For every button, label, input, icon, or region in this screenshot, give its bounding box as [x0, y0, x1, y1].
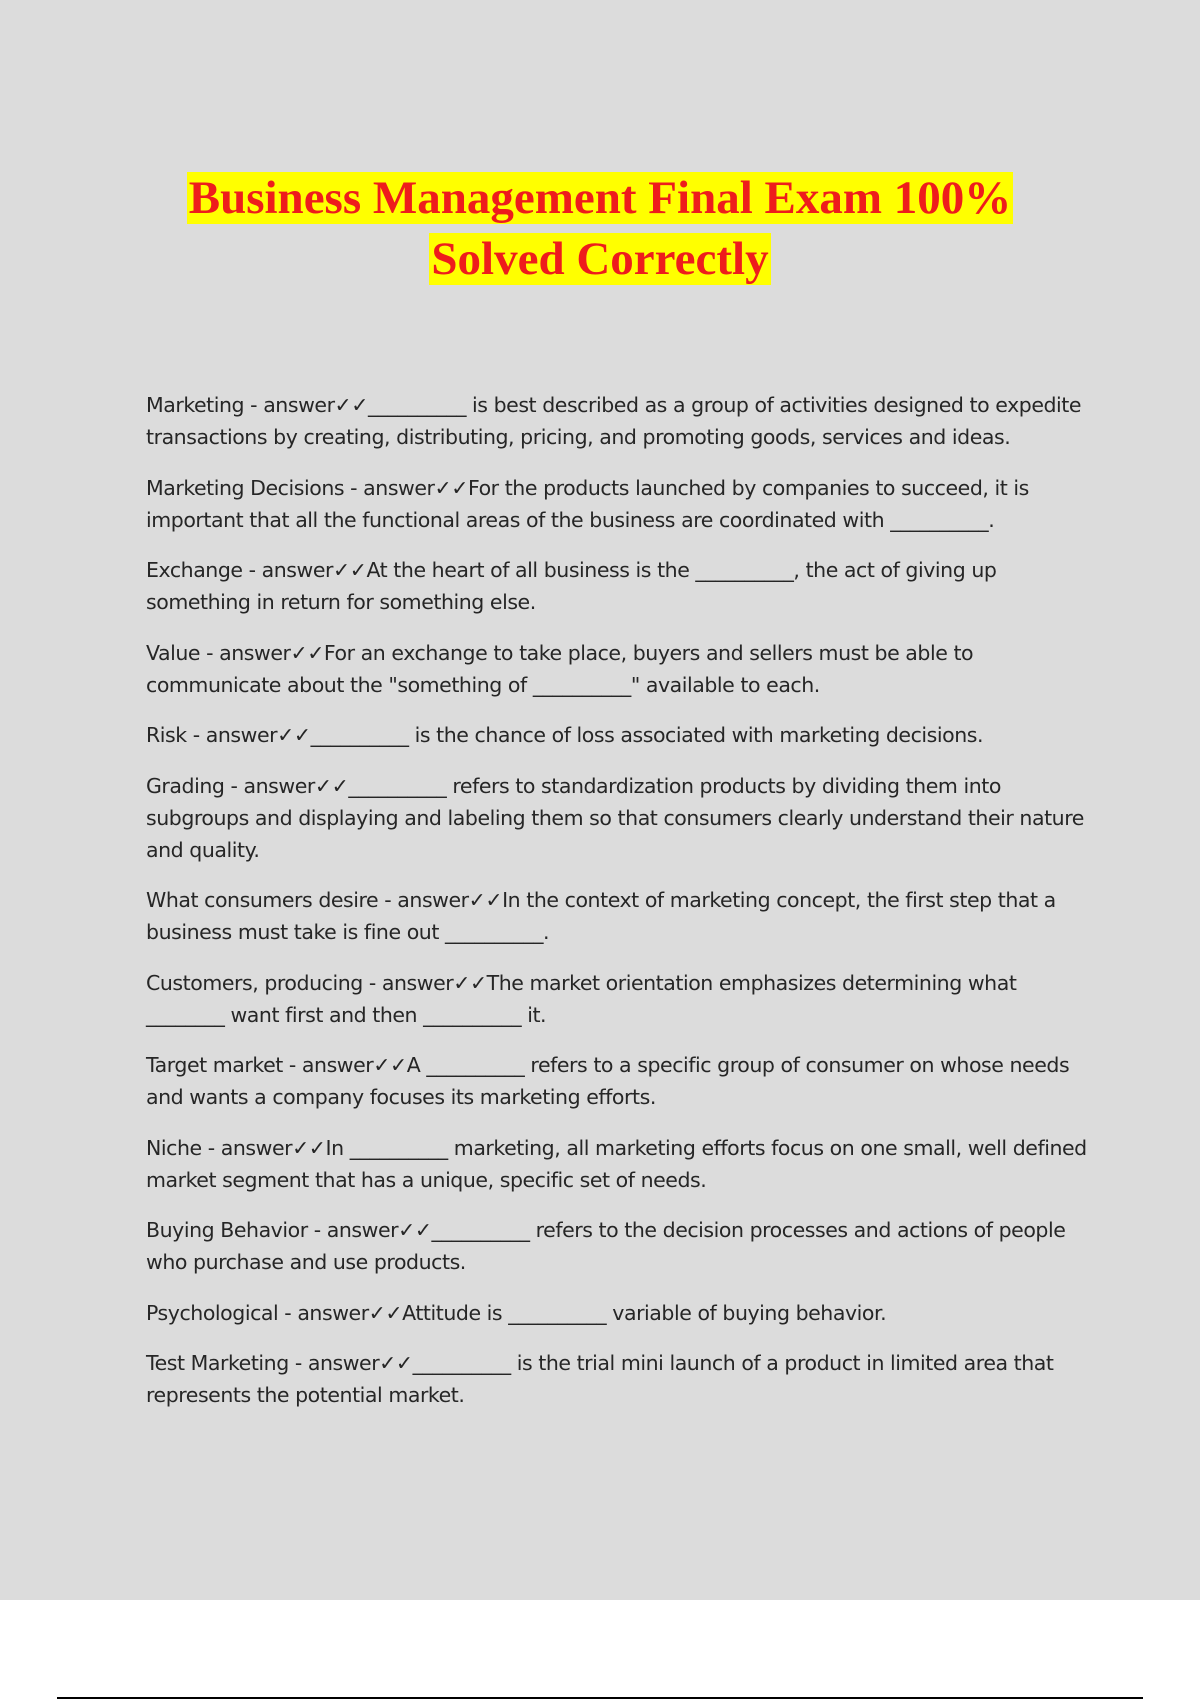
- qa-item-marketing: Marketing - answer✓✓__________ is best described as a group of activities designed to expedite transactions by creating, distributing, pricing, and promoting goods, services and ideas.: [146, 393, 1082, 449]
- document-title: [0, 168, 1200, 290]
- title-line-2: [0, 229, 1200, 290]
- qa-item-buying-behavior: Buying Behavior - answer✓✓__________ refers to the decision processes and actions of people who purchase and use products.: [146, 1218, 1066, 1274]
- qa-item-value: Value - answer✓✓For an exchange to take place, buyers and sellers must be able to communicate about the "something of __________" available to each.: [146, 640, 974, 697]
- qa-item-grading: Grading - answer✓✓__________ refers to standardization products by dividing them into subgroups and displaying and labeling them so that consumers clearly understand their nature and quality.: [146, 773, 1084, 862]
- qa-item-what-consumers-desire: What consumers desire - answer✓✓In the context of marketing concept, the first step that a business must take is fine out __________.: [146, 888, 1056, 944]
- qa-list: [146, 389, 1096, 1430]
- title-line-1: [0, 168, 1200, 229]
- qa-item-psychological: Psychological - answer✓✓Attitude is __________ variable of buying behavior.: [146, 1300, 887, 1325]
- qa-item-exchange: Exchange - answer✓✓At the heart of all business is the __________, the act of giving up something in return for something else.: [146, 558, 997, 614]
- qa-item-risk: Risk - answer✓✓__________ is the chance of loss associated with marketing decisions.: [146, 723, 984, 747]
- qa-item-niche: Niche - answer✓✓In __________ marketing, all marketing efforts focus on one small, well defined market segment that has a unique, specific set of needs.: [146, 1135, 1087, 1192]
- footer-divider: [57, 1697, 1143, 1699]
- title-line-1-text: Business Management Final Exam 100%: [188, 172, 1012, 224]
- qa-item-marketing-decisions: Marketing Decisions - answer✓✓For the products launched by companies to succeed, it is important that all the functional areas of the business are coordinated with __________.: [146, 475, 1029, 532]
- qa-item-test-marketing: Test Marketing - answer✓✓__________ is the trial mini launch of a product in limited area that represents the potential market.: [146, 1351, 1054, 1407]
- qa-item-customers-producing: Customers, producing - answer✓✓The market orientation emphasizes determining what ________ want first and then __________ it.: [146, 970, 1017, 1027]
- title-line-2-text: Solved Correctly: [431, 233, 769, 285]
- qa-item-target-market: Target market - answer✓✓A __________ refers to a specific group of consumer on whose needs and wants a company focuses its marketing efforts.: [146, 1053, 1070, 1109]
